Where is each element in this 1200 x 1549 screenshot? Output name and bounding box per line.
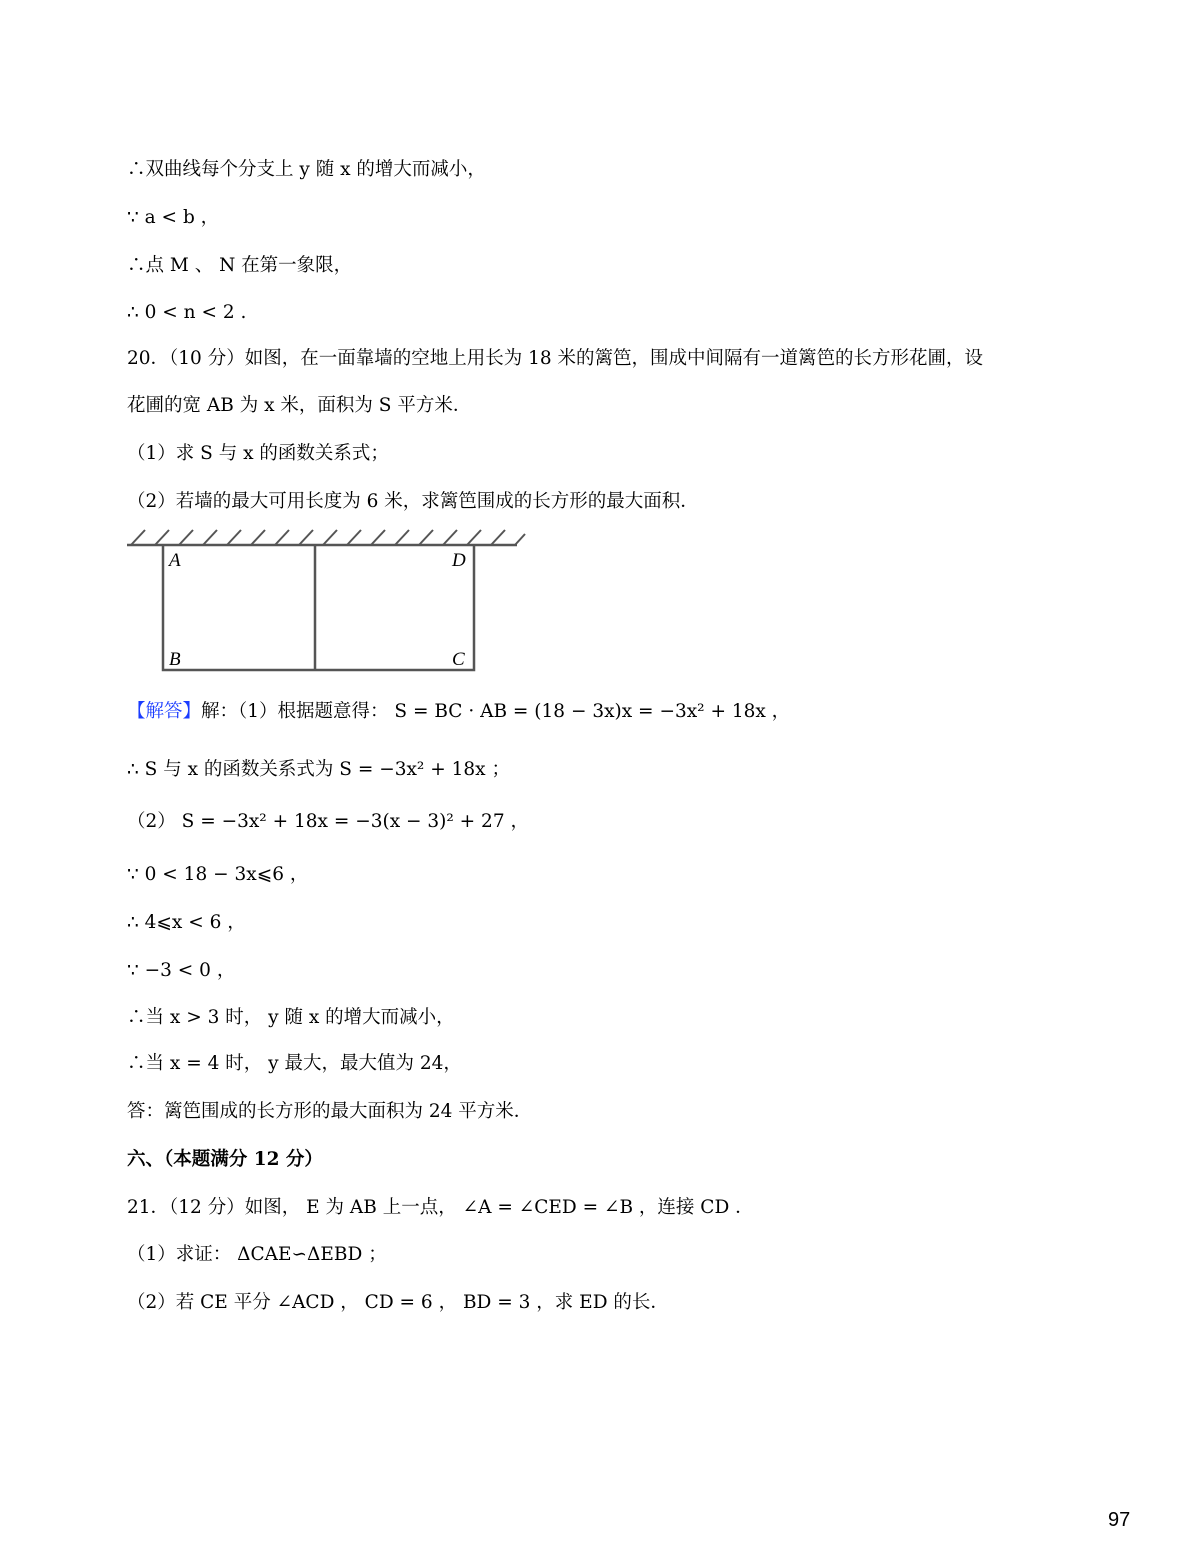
text-line-3: ∴点 M 、 N 在第一象限， bbox=[127, 255, 353, 276]
answer-line-5: ∴ 4⩽x < 6 ， bbox=[127, 912, 246, 933]
answer-line-2: ∴ S 与 x 的函数关系式为 S = −3x² + 18x ； bbox=[127, 759, 510, 780]
answer-line-7: ∴当 x > 3 时， y 随 x 的增大而减小， bbox=[127, 1007, 455, 1028]
answer-line-1 bbox=[127, 699, 790, 725]
q20-part-1: （1）求 S 与 x 的函数关系式； bbox=[127, 443, 389, 464]
q20-part-2: （2）若墙的最大可用长度为 6 米，求篱笆围成的长方形的最大面积． bbox=[127, 491, 699, 512]
label-D: D bbox=[452, 550, 466, 571]
fence-outline bbox=[163, 545, 474, 670]
text-line-2: ∵ a < b ， bbox=[127, 207, 220, 228]
fence-enclosure bbox=[163, 545, 474, 670]
q20-line-1: 20．（10 分）如图，在一面靠墙的空地上用长为 18 米的篱笆，围成中间隔有一道篱笆的长方形花圃，设 bbox=[127, 348, 984, 369]
text-line-4: ∴ 0 < n < 2 . bbox=[127, 302, 247, 323]
q21-part-2: （2）若 CE 平分 ∠ACD ， CD = 6 ， BD = 3 ，求 ED 的长． bbox=[127, 1292, 669, 1313]
answer-line-4: ∵ 0 < 18 − 3x⩽6 ， bbox=[127, 864, 309, 885]
section-heading: 六、（本题满分 12 分） bbox=[127, 1149, 323, 1170]
answer-line-9: 答：篱笆围成的长方形的最大面积为 24 平方米． bbox=[127, 1101, 533, 1122]
answer-first-line: 解：（1）根据题意得： S = BC · AB = (18 − 3x)x = −3x² + 18x ， bbox=[201, 701, 791, 722]
label-A: A bbox=[169, 550, 181, 571]
wall-hatching bbox=[127, 530, 525, 545]
label-B: B bbox=[169, 649, 181, 670]
answer-line-8: ∴当 x = 4 时， y 最大，最大值为 24， bbox=[127, 1053, 462, 1074]
label-C: C bbox=[452, 649, 465, 670]
answer-line-3: （2） S = −3x² + 18x = −3(x − 3)² + 27 ， bbox=[127, 811, 529, 832]
q21-line-1: 21．（12 分）如图， E 为 AB 上一点， ∠A = ∠CED = ∠B ，连接 CD ． bbox=[127, 1197, 754, 1218]
text-line-1: ∴双曲线每个分支上 y 随 x 的增大而减小， bbox=[127, 159, 486, 180]
page-number: 97 bbox=[1108, 1509, 1131, 1531]
q20-line-2: 花圃的宽 AB 为 x 米，面积为 S 平方米． bbox=[127, 395, 472, 416]
q21-part-1: （1）求证： ΔCAE∽ΔEBD ； bbox=[127, 1244, 387, 1265]
answer-tag: 【解答】 bbox=[127, 701, 202, 722]
fence-diagram bbox=[127, 526, 527, 676]
answer-line-6: ∵ −3 < 0 ， bbox=[127, 960, 236, 981]
